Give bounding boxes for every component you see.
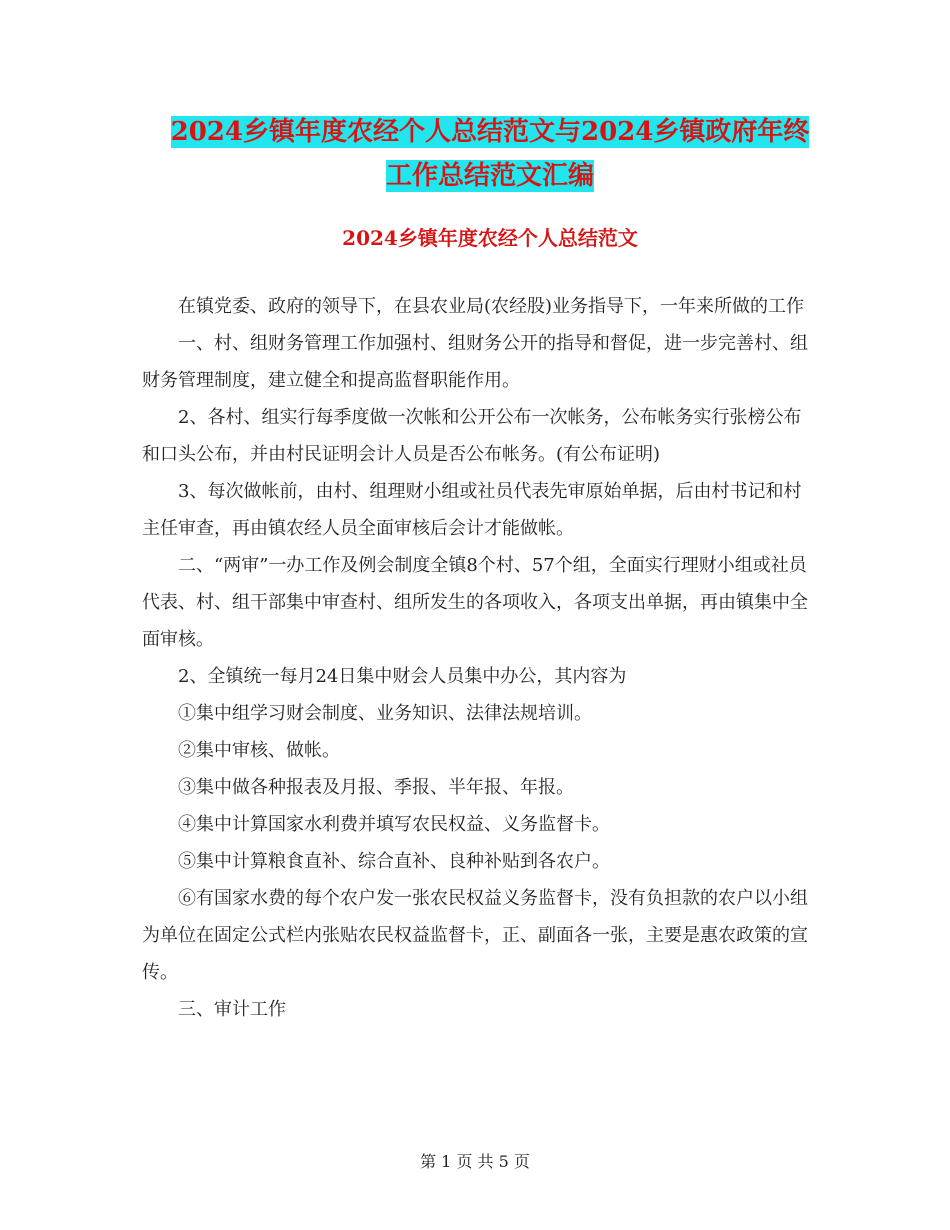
paragraph: 2、各村、组实行每季度做一次帐和公开公布一次帐务，公布帐务实行张榜公布和口头公布，并由村民证明会计人员是否公布帐务。(有公布证明) — [142, 407, 802, 465]
paragraph: 在镇党委、政府的领导下，在县农业局(农经股)业务指导下，一年来所做的工作 — [178, 296, 805, 317]
section-heading: 2024乡镇年度农经个人总结范文 — [342, 226, 638, 250]
title-line-1: 2024乡镇年度农经个人总结范文与2024乡镇政府年终 — [170, 117, 810, 147]
list-item: ③集中做各种报表及月报、季报、半年报、年报。 — [178, 777, 574, 798]
document-title — [140, 110, 840, 198]
list-item: ⑤集中计算粮食直补、综合直补、良种补贴到各农户。 — [178, 851, 610, 872]
paragraph: 2、全镇统一每月24日集中财会人员集中办公，其内容为 — [178, 666, 627, 687]
list-item: ⑥有国家水费的每个农户发一张农民权益义务监督卡，没有负担款的农户以小组为单位在固定公式栏内张贴农民权益监督卡，正、副面各一张，主要是惠农政策的宣传。 — [142, 888, 808, 983]
page-number: 第 1 页 共 5 页 — [420, 1152, 530, 1171]
paragraph: 二、“两审”一办工作及例会制度全镇8个村、57个组，全面实行理财小组或社员代表、村、组干部集中审查村、组所发生的各项收入，各项支出单据，再由镇集中全面审核。 — [142, 555, 808, 650]
list-item: ②集中审核、做帐。 — [178, 740, 340, 761]
list-item: ④集中计算国家水利费并填写农民权益、义务监督卡。 — [178, 814, 610, 835]
document-body — [142, 288, 810, 1028]
paragraph: 三、审计工作 — [178, 999, 286, 1020]
paragraph: 3、每次做帐前，由村、组理财小组或社员代表先审原始单据，后由村书记和村主任审查，再由镇农经人员全面审核后会计才能做帐。 — [142, 481, 802, 539]
list-item: ①集中组学习财会制度、业务知识、法律法规培训。 — [178, 703, 592, 724]
title-line-2: 工作总结范文汇编 — [385, 161, 594, 191]
paragraph: 一、村、组财务管理工作加强村、组财务公开的指导和督促，进一步完善村、组财务管理制度，建立健全和提高监督职能作用。 — [142, 333, 808, 391]
